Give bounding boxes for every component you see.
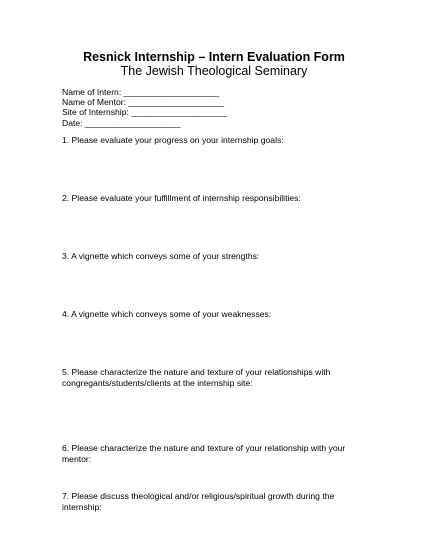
field-name-of-mentor: Name of Mentor: ____________________ — [62, 97, 224, 108]
question-5-line-2: congregants/students/clients at the internship site: — [62, 377, 253, 388]
question-5 — [62, 367, 330, 388]
question-5-line-1: 5. Please characterize the nature and texture of your relationships with — [62, 367, 331, 377]
question-2-line-1: 2. Please evaluate your fulfillment of internship responsibilities: — [62, 193, 301, 203]
question-6-line-1: 6. Please characterize the nature and texture of your relationship with your — [62, 443, 346, 453]
field-name-of-intern: Name of Intern: ____________________ — [62, 87, 220, 97]
question-1-line-1: 1. Please evaluate your progress on your internship goals: — [62, 135, 284, 145]
question-7 — [62, 491, 334, 512]
question-3 — [62, 251, 259, 262]
question-7-line-1: 7. Please discuss theological and/or religious/spiritual growth during the — [62, 491, 335, 501]
field-site-of-internship: Site of Internship: ____________________ — [62, 107, 227, 118]
question-1 — [62, 135, 284, 146]
question-4-line-1: 4. A vignette which conveys some of your weaknesses: — [62, 309, 272, 319]
header-fields — [62, 87, 227, 128]
question-6-line-2: mentor: — [62, 453, 92, 464]
question-2 — [62, 193, 301, 204]
question-6 — [62, 443, 345, 464]
question-7-line-2: internship: — [62, 501, 102, 512]
question-4 — [62, 309, 271, 320]
question-3-line-1: 3. A vignette which conveys some of your strengths: — [62, 251, 260, 261]
field-date: Date: ____________________ — [62, 117, 181, 128]
form-subtitle: The Jewish Theological Seminary — [120, 64, 308, 78]
form-title: Resnick Internship – Intern Evaluation Form — [83, 50, 345, 64]
